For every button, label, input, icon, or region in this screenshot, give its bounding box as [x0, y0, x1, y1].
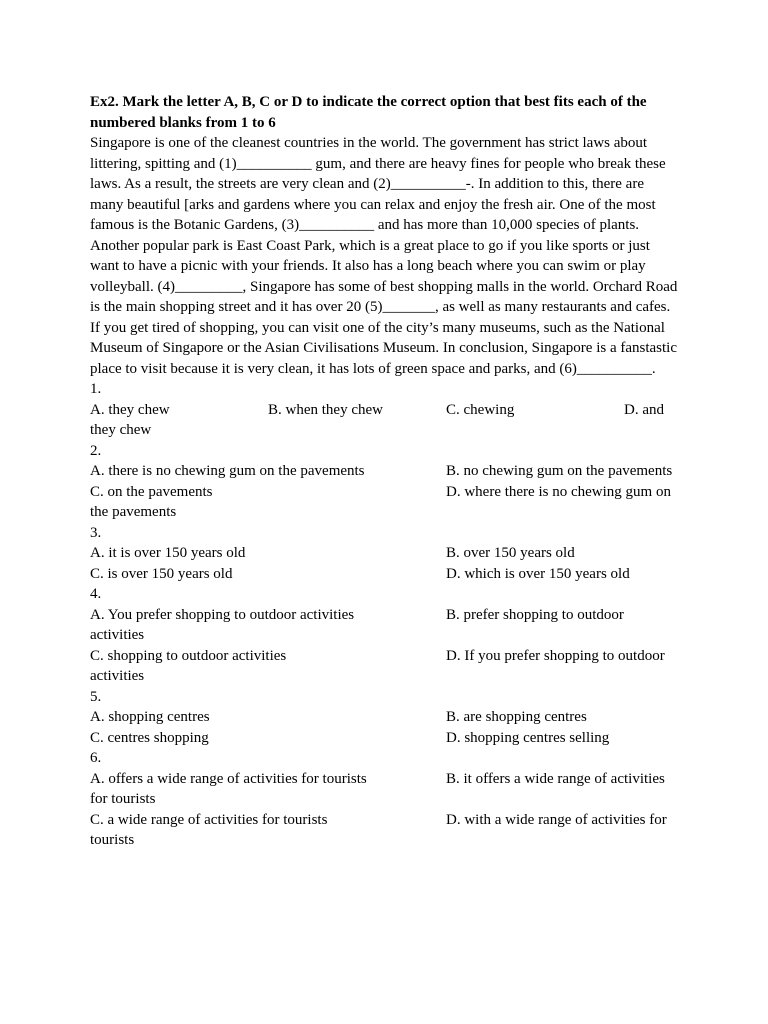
- question-number: 1.: [90, 381, 102, 397]
- question-number: 5.: [90, 688, 102, 705]
- question-options-row: [90, 543, 680, 564]
- question-number: 4.: [90, 586, 102, 602]
- option-b-continuation: for tourists: [90, 791, 156, 807]
- question-options-row: [90, 605, 680, 626]
- question-options-row: [90, 707, 680, 728]
- option-b: B. over 150 years old: [446, 545, 575, 561]
- option-d-continuation: activities: [90, 668, 145, 684]
- option-c: C. chewing: [446, 401, 515, 418]
- option-b: B. are shopping centres: [446, 709, 587, 725]
- option-a: A. offers a wide range of activities for tourists: [90, 770, 367, 787]
- option-d: D. where there is no chewing gum on: [446, 483, 671, 500]
- option-b: B. no chewing gum on the pavements: [446, 463, 673, 479]
- option-d: D. shopping centres selling: [446, 729, 610, 746]
- question-options-row: [90, 564, 680, 585]
- option-b: B. it offers a wide range of activities: [446, 770, 665, 787]
- option-a: A. it is over 150 years old: [90, 545, 246, 561]
- question-options-row: [90, 810, 680, 831]
- option-b-continuation: activities: [90, 627, 145, 643]
- option-c: C. shopping to outdoor activities: [90, 647, 287, 664]
- option-d: D. which is over 150 years old: [446, 565, 630, 582]
- option-c: C. a wide range of activities for tourists: [90, 811, 328, 828]
- option-d-continuation: they chew: [90, 422, 152, 438]
- option-d: D. and: [624, 401, 664, 418]
- option-a: A. shopping centres: [90, 709, 210, 725]
- option-c: C. is over 150 years old: [90, 565, 233, 582]
- question-options-row: [90, 769, 680, 790]
- question-number: 2.: [90, 442, 102, 459]
- option-a: A. there is no chewing gum on the pavements: [90, 463, 365, 479]
- question-options-row: [90, 728, 680, 749]
- question-options-row: [90, 646, 680, 667]
- question-options-row: [90, 400, 680, 421]
- option-c: C. on the pavements: [90, 483, 213, 500]
- question-number: 6.: [90, 750, 102, 766]
- option-d-continuation: the pavements: [90, 504, 177, 520]
- exercise-page: [90, 92, 680, 851]
- option-a: A. they chew: [90, 401, 170, 418]
- passage-text: Singapore is one of the cleanest countries in the world. The government has strict laws about littering, spitting and (1)__________ gum, and there are heavy fines for people who break these laws. As a result, the streets are very clean and (2)__________-. In addition to this, there are many beautiful [arks and gardens where you can relax and enjoy the fresh air. One of the most famous is the Botanic Gardens, (3)__________ and has more than 10,000 species of plants. Another popular park is East Coast Park, which is a great place to go if you like sports or just want to have a picnic with your friends. It also has a long beach where you can swim or play volleyball. (4)_________, Singapore has some of best shopping malls in the world. Orchard Road is the main shopping street and it has over 20 (5)_______, as well as many restaurants and cafes. If you get tired of shopping, you can visit one of the city’s many museums, such as the National Museum of Singapore or the Asian Civilisations Museum. In conclusion, Singapore is a fanstastic place to visit because it is very clean, it has lots of green space and parks, and (6)__________.: [90, 135, 678, 377]
- option-a: A. You prefer shopping to outdoor activities: [90, 606, 355, 623]
- option-b: B. prefer shopping to outdoor: [446, 606, 624, 623]
- option-d-continuation: tourists: [90, 832, 135, 848]
- question-options-row: [90, 482, 680, 503]
- exercise-heading: Ex2. Mark the letter A, B, C or D to indicate the correct option that best fits each of the numbered blanks from 1 to 6: [90, 94, 647, 131]
- option-b: B. when they chew: [268, 401, 383, 418]
- question-options-row: [90, 461, 680, 482]
- question-number: 3.: [90, 524, 102, 541]
- option-d: D. with a wide range of activities for: [446, 811, 667, 828]
- option-c: C. centres shopping: [90, 729, 209, 746]
- option-d: D. If you prefer shopping to outdoor: [446, 647, 665, 664]
